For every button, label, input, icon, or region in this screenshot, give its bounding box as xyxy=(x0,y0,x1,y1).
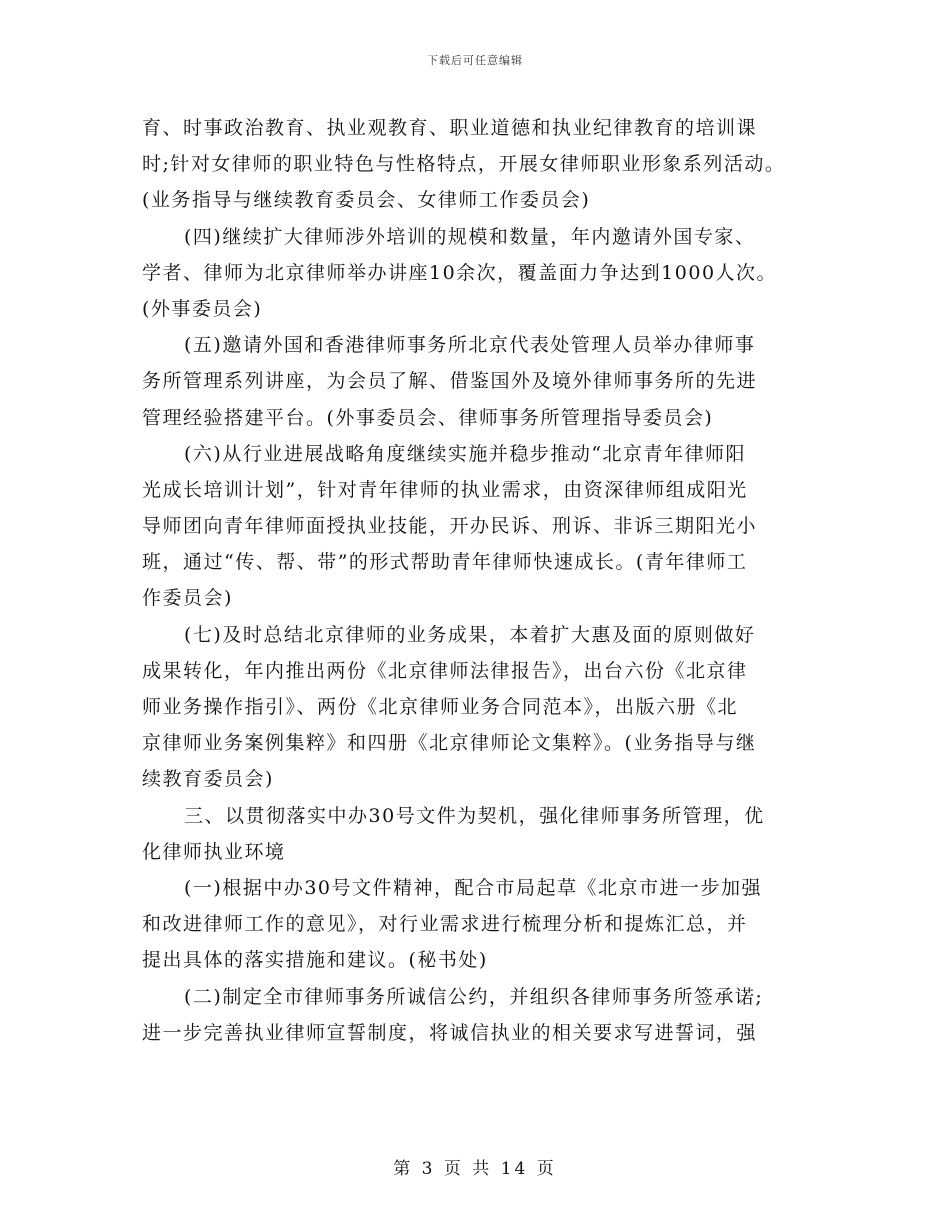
document-body xyxy=(142,110,822,1051)
text-line: 光成长培训计划”，针对青年律师的执业需求，由资深律师组成阳光 xyxy=(142,478,748,501)
text-line: 师业务操作指引》、两份《北京律师业务合同范本》，出版六册《北 xyxy=(142,696,739,718)
text-line: 和改进律师工作的意见》，对行业需求进行梳理分析和提炼汇总，并 xyxy=(142,913,748,936)
page-header: 下载后可任意编辑 xyxy=(427,54,523,67)
text-line: 续教育委员会) xyxy=(142,768,274,791)
page-footer: 第 3 页 共 14 页 xyxy=(393,1159,557,1179)
text-line: 班，通过“传、帮、带”的形式帮助青年律师快速成长。(青年律师工 xyxy=(142,551,748,574)
text-line: 时;针对女律师的职业特色与性格特点，开展女律师职业形象系列活动。 xyxy=(142,153,786,176)
text-line: 育、时事政治教育、执业观教育、职业道德和执业纪律教育的培训课 xyxy=(142,117,758,139)
text-line: (一)根据中办30号文件精神，配合市局起草《北京市进一步加强 xyxy=(184,876,763,899)
text-line: 作委员会) xyxy=(142,587,233,610)
text-line: (六)从行业进展战略角度继续实施并稳步推动“北京青年律师阳 xyxy=(184,442,747,465)
text-line: (五)邀请外国和香港律师事务所北京代表处管理人员举办律师事 xyxy=(184,334,756,357)
text-line: (四)继续扩大律师涉外培训的规模和数量，年内邀请外国专家、 xyxy=(184,225,756,248)
text-line: (二)制定全市律师事务所诚信公约，并组织各律师事务所签承诺; xyxy=(184,985,764,1008)
text-line: (业务指导与继续教育委员会、女律师工作委员会) xyxy=(142,189,591,212)
text-line: (外事委员会) xyxy=(142,297,263,320)
text-line: 化律师执业环境 xyxy=(142,840,286,863)
text-line: 管理经验搭建平台。(外事委员会、律师事务所管理指导委员会) xyxy=(142,406,714,429)
text-line: 京律师业务案例集粹》和四册《北京律师论文集粹》。(业务指导与继 xyxy=(142,732,757,755)
text-line: 成果转化，年内推出两份《北京律师法律报告》，出台六份《北京律 xyxy=(142,659,748,682)
text-line: 三、以贯彻落实中办30号文件为契机，强化律师事务所管理，优 xyxy=(184,804,765,827)
text-line: 导师团向青年律师面授执业技能，开办民诉、刑诉、非诉三期阳光小 xyxy=(142,515,758,538)
text-line: (七)及时总结北京律师的业务成果，本着扩大惠及面的原则做好 xyxy=(184,623,756,646)
text-line: 提出具体的落实措施和建议。(秘书处) xyxy=(142,949,488,972)
text-line: 务所管理系列讲座，为会员了解、借鉴国外及境外律师事务所的先进 xyxy=(142,370,758,393)
text-line: 学者、律师为北京律师举办讲座10余次，覆盖面力争达到1000人次。 xyxy=(142,261,778,284)
text-line: 进一步完善执业律师宣誓制度，将诚信执业的相关要求写进誓词，强 xyxy=(142,1021,758,1044)
